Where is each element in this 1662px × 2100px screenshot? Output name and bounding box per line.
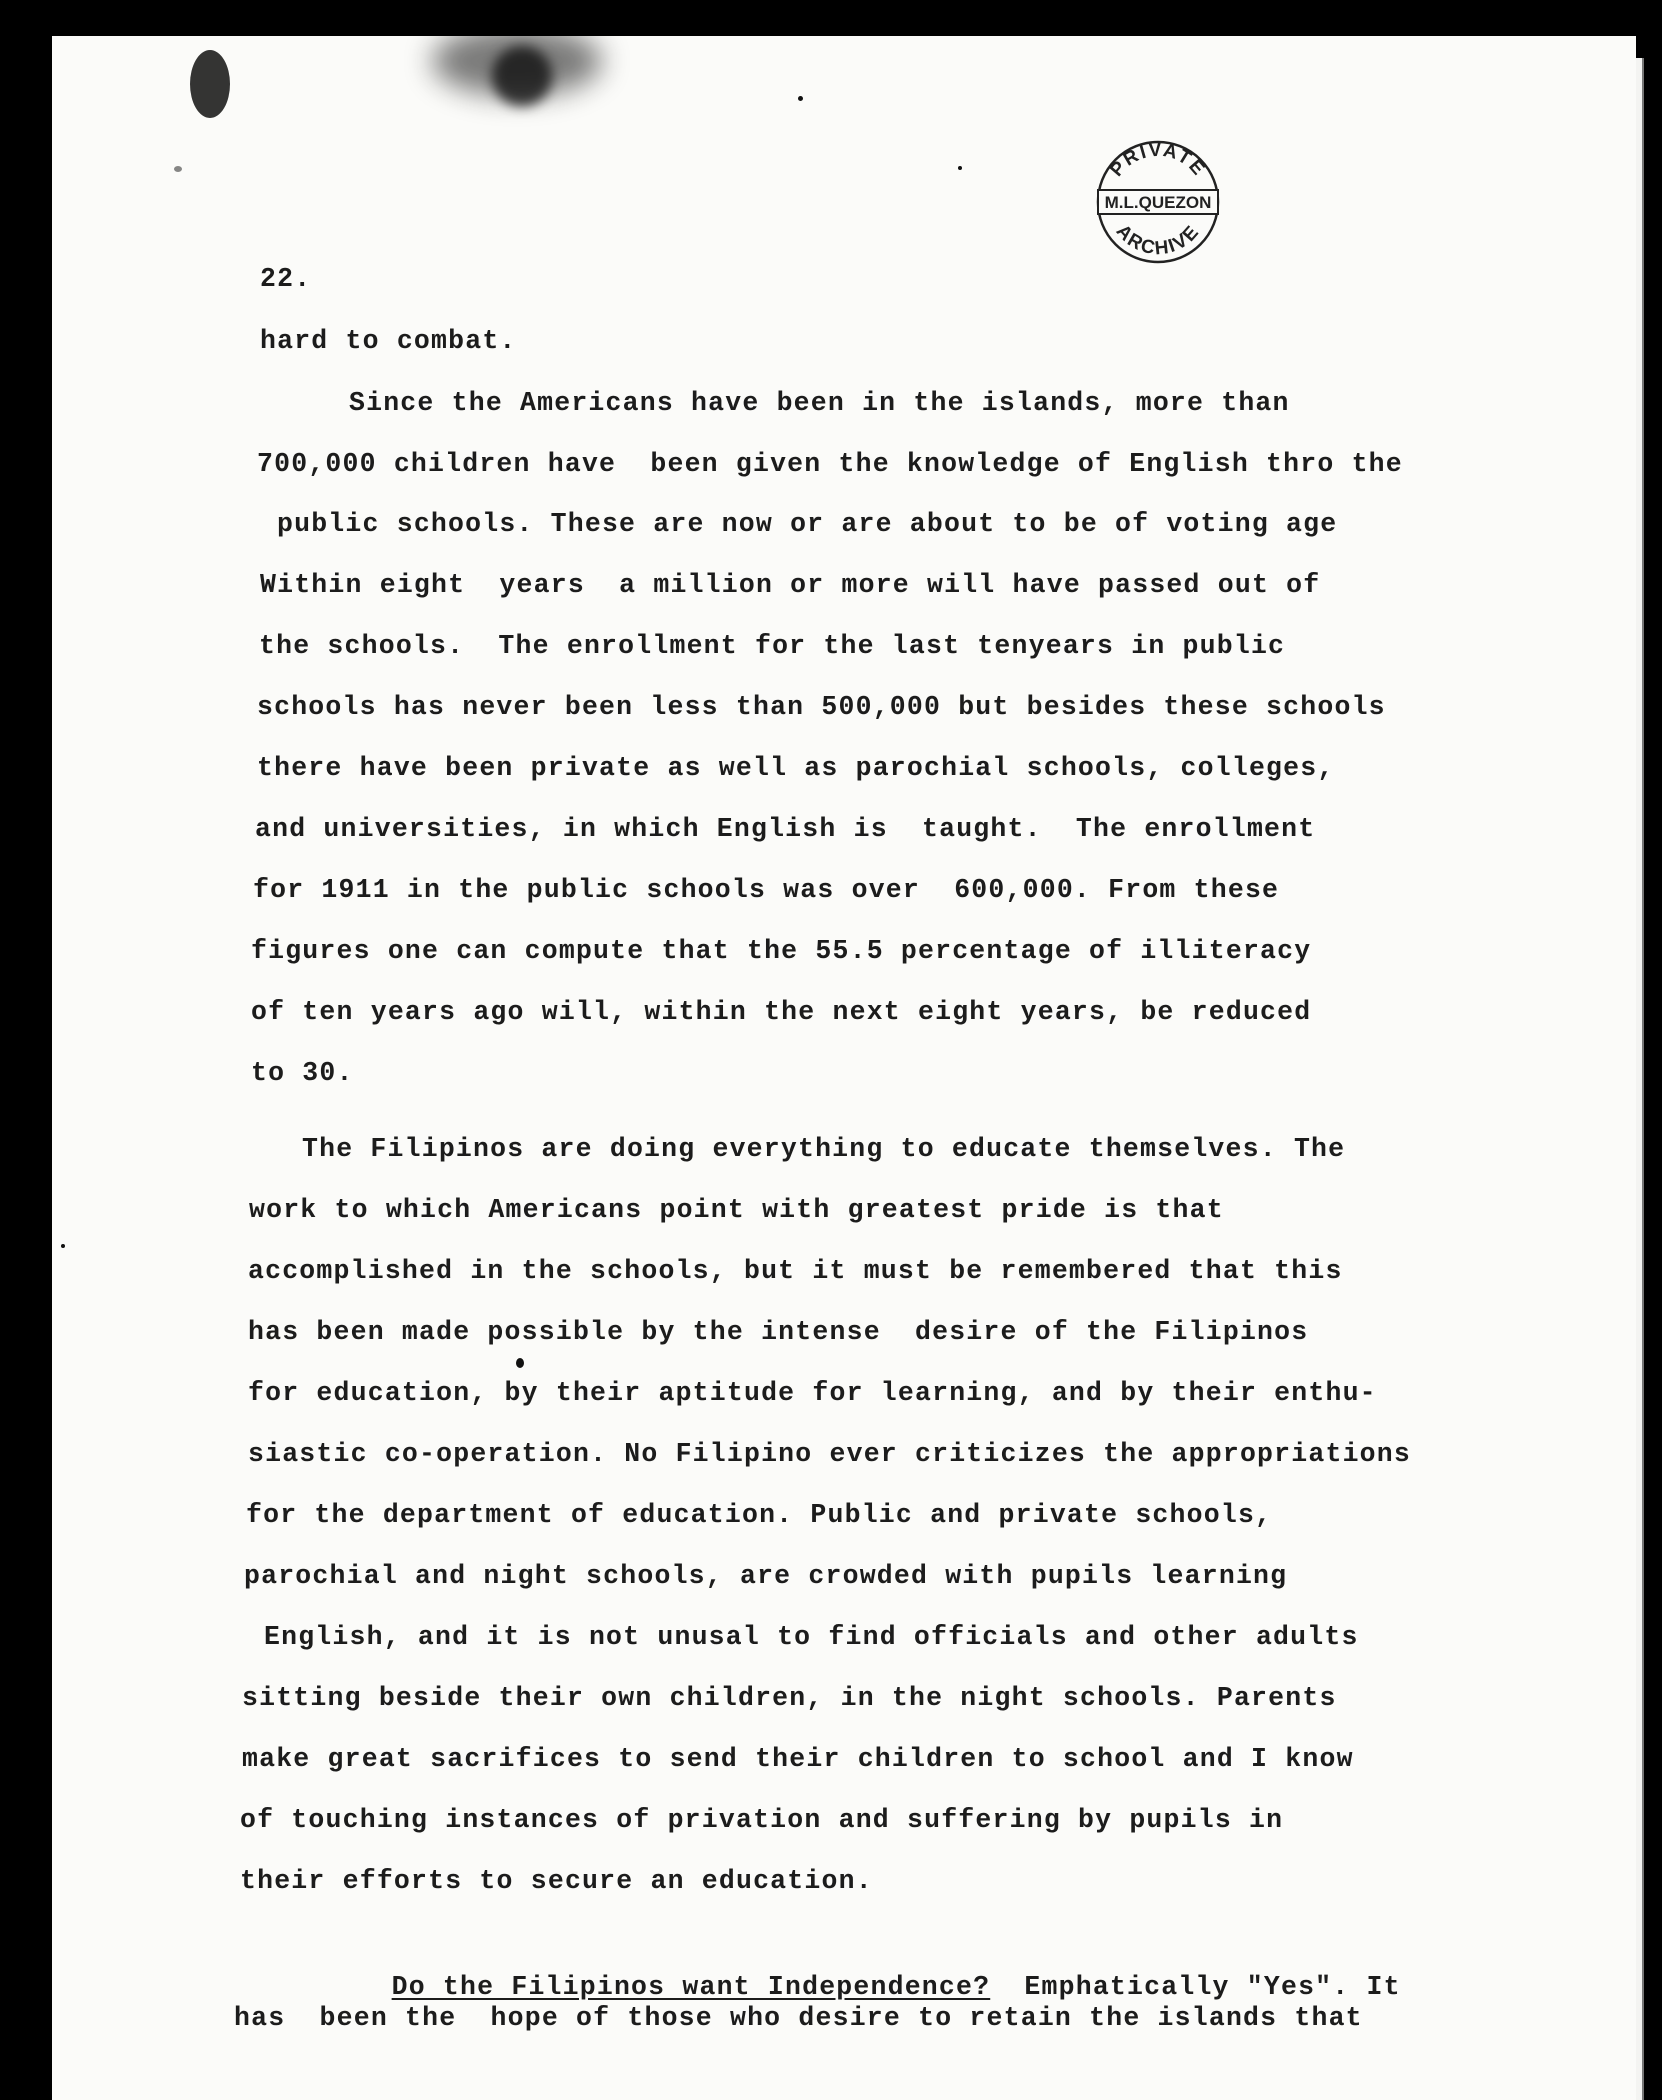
ink-speck <box>174 166 182 172</box>
stamp-top-text: PRIVATE <box>1106 139 1210 181</box>
ink-speck <box>516 1358 524 1368</box>
text-line: has been the hope of those who desire to retain the islands that <box>234 2003 1363 2033</box>
text-line: English, and it is not unusal to find officials and other adults <box>264 1622 1359 1652</box>
text-line: figures one can compute that the 55.5 percentage of illiteracy <box>251 936 1312 966</box>
stamp-center-text: M.L.QUEZON <box>1104 193 1212 212</box>
ink-smudge <box>190 50 230 118</box>
text-line: their efforts to secure an education. <box>240 1866 873 1896</box>
text-line: Within eight years a million or more will have passed out of <box>260 570 1321 600</box>
text-line: parochial and night schools, are crowded with pupils learning <box>244 1561 1288 1591</box>
text-line: of ten years ago will, within the next eight years, be reduced <box>251 997 1312 1027</box>
ink-speck <box>798 96 803 101</box>
text-line-rest: Emphatically "Yes". It <box>990 1972 1401 2002</box>
archive-stamp <box>1094 138 1222 266</box>
text-line: siastic co-operation. No Filipino ever criticizes the appropriations <box>248 1439 1411 1469</box>
text-line: The Filipinos are doing everything to educate themselves. The <box>302 1134 1346 1164</box>
text-line: accomplished in the schools, but it must be remembered that this <box>248 1256 1343 1286</box>
svg-text:PRIVATE <box>1106 140 1209 181</box>
text-line: for education, by their aptitude for learning, and by their enthu- <box>248 1378 1377 1408</box>
text-line: there have been private as well as parochial schools, colleges, <box>257 753 1335 783</box>
ink-speck <box>958 166 962 170</box>
text-line: and universities, in which English is taught. The enrollment <box>255 814 1316 844</box>
text-line: sitting beside their own children, in the night schools. Parents <box>242 1683 1337 1713</box>
text-line: for the department of education. Public and private schools, <box>246 1500 1273 1530</box>
document-page <box>52 36 1636 2100</box>
text-line: of touching instances of privation and suffering by pupils in <box>240 1805 1284 1835</box>
text-line: 700,000 children have been given the knowledge of English thro the <box>257 449 1403 479</box>
page-number: 22. <box>260 264 312 294</box>
section-heading: Do the Filipinos want Independence? <box>391 1972 991 2002</box>
text-line: work to which Americans point with greatest pride is that <box>249 1195 1224 1225</box>
text-line: the schools. The enrollment for the last tenyears in public <box>259 631 1286 661</box>
text-line: for 1911 in the public schools was over 600,000. From these <box>253 875 1280 905</box>
text-line: Since the Americans have been in the islands, more than <box>349 388 1290 418</box>
text-line: public schools. These are now or are about to be of voting age <box>277 509 1338 539</box>
ink-speck <box>61 1244 65 1248</box>
ink-smudge <box>492 46 552 106</box>
text-line: make great sacrifices to send their children to school and I know <box>242 1744 1354 1774</box>
stamp-bottom-text: ARCHIVE <box>1111 220 1205 260</box>
text-line: hard to combat. <box>260 326 517 356</box>
text-line: to 30. <box>251 1058 354 1088</box>
text-line: has been made possible by the intense desire of the Filipinos <box>248 1317 1309 1347</box>
text-line: schools has never been less than 500,000 but besides these schools <box>257 692 1386 722</box>
